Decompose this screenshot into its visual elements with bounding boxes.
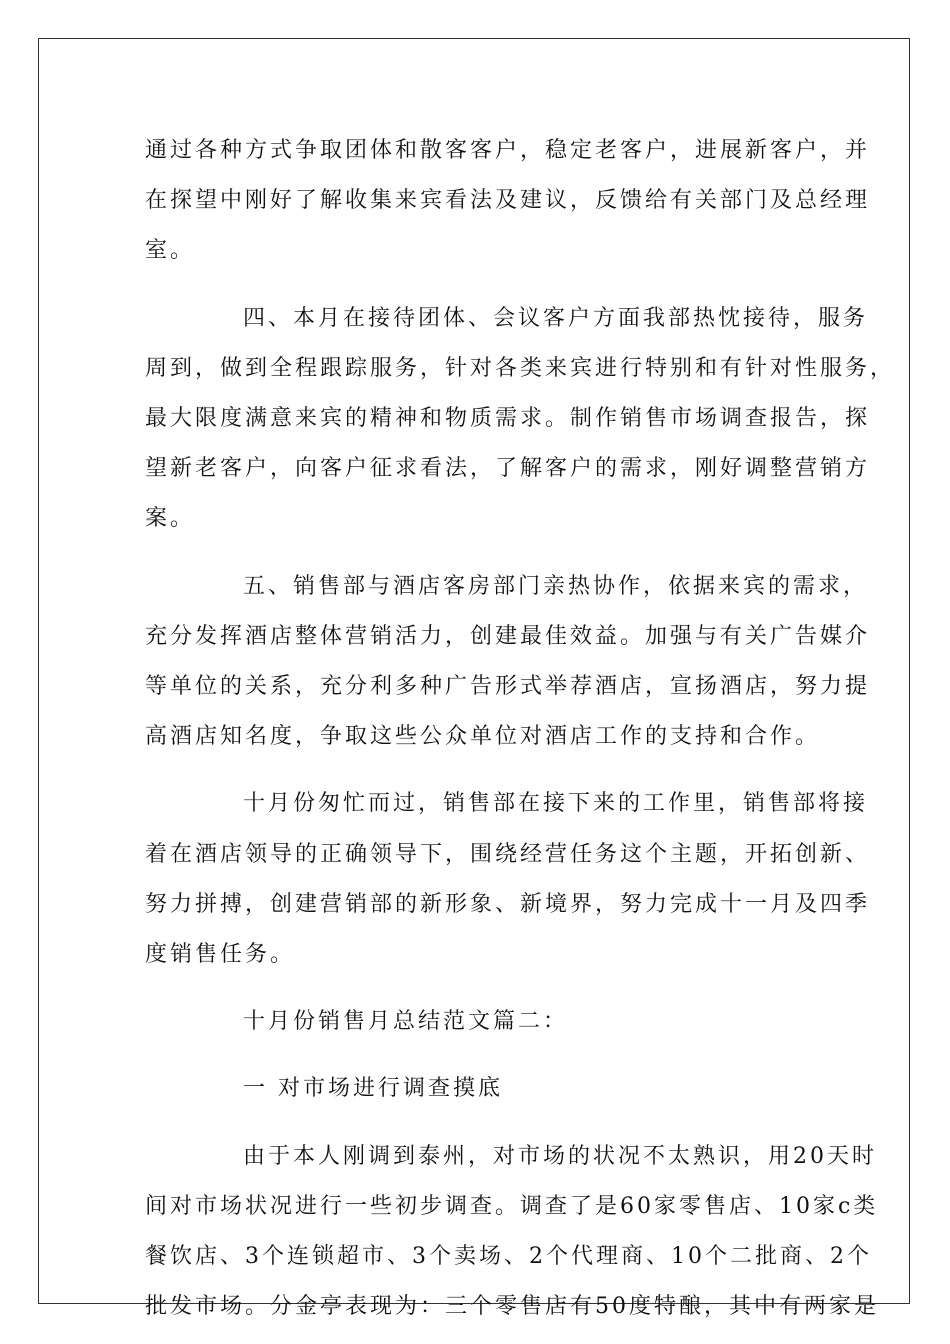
text-line: 等单位的关系，充分利多种广告形式举荐酒店，宣扬酒店，努力提 [145,674,871,700]
paragraph-research [145,1132,879,1333]
paragraph-five [145,562,871,763]
paragraph-intro-continued [145,126,871,277]
text-line: 望新老客户，向客户征求看法，了解客户的需求，刚好调整营销方 [145,456,871,482]
text-line: 四、本月在接待团体、会议客户方面我部热忱接待，服务 [243,305,869,331]
text-line: 最大限度满意来宾的精神和物质需求。制作销售市场调查报告，探 [145,406,871,432]
text-line: 五、销售部与酒店客房部门亲热协作，依据来宾的需求， [243,573,869,599]
text-line: 由于本人刚调到泰州，对市场的状况不太熟识，用20天时 [243,1143,877,1169]
text-line: 一 对市场进行调查摸底 [243,1076,503,1102]
text-line: 在探望中刚好了解收集来宾看法及建议，反馈给有关部门及总经理 [145,188,871,214]
text-line: 努力拼搏，创建营销部的新形象、新境界，努力完成十一月及四季 [145,891,871,917]
text-line: 餐饮店、3个连锁超市、3个卖场、2个代理商、10个二批商、2个 [145,1244,872,1270]
text-line: 通过各种方式争取团体和散客客户，稳定老客户，进展新客户，并 [145,138,871,163]
text-line: 批发市场。分金亭表现为：三个零售店有50度特酿，其中有两家是 [145,1294,879,1320]
text-line: 充分发挥酒店整体营销活力，创建最佳效益。加强与有关广告媒介 [145,623,871,649]
paragraph-october [145,779,871,980]
text-line: 十月份销售月总结范文篇二： [243,1009,569,1035]
text-line: 着在酒店领导的正确领导下，围绕经营任务这个主题，开拓创新、 [145,841,871,867]
section-title-part-two [145,997,815,1047]
text-line: 十月份匆忙而过，销售部在接下来的工作里，销售部将接 [243,791,869,817]
text-line: 间对市场状况进行一些初步调查。调查了是60家零售店、10家c类 [145,1193,879,1219]
text-line: 周到，做到全程跟踪服务，针对各类来宾进行特别和有针对性服务， [145,355,896,381]
text-line: 室。 [145,238,196,264]
section-heading-market-survey [145,1064,815,1114]
text-line: 高酒店知名度，争取这些公众单位对酒店工作的支持和合作。 [145,724,821,750]
text-line: 度销售任务。 [145,942,296,968]
paragraph-four [145,294,896,545]
document-body [145,126,896,1332]
text-line: 案。 [145,506,196,532]
